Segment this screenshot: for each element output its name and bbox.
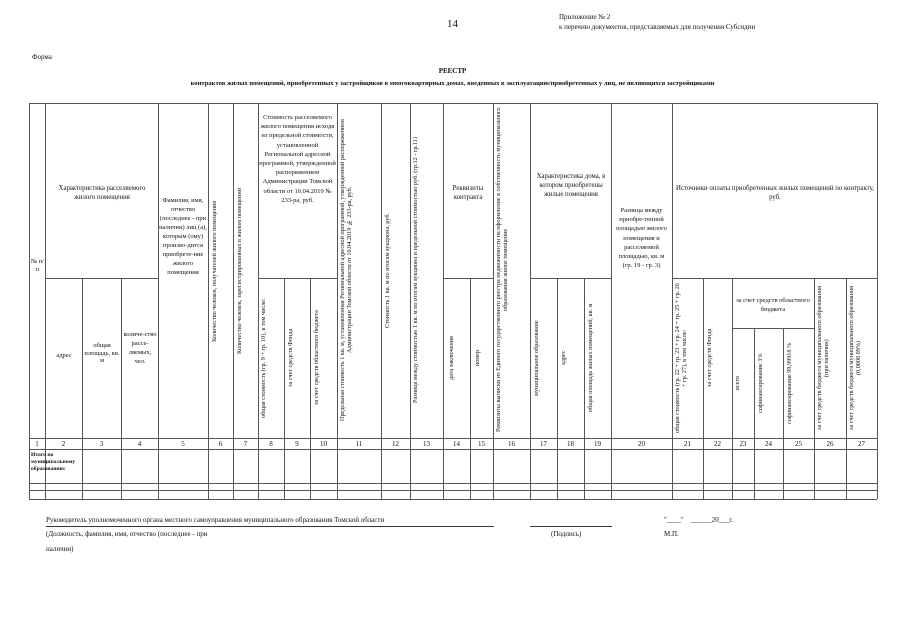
col-number: 5 [181,440,185,448]
total-area-header: общая площадь, кв. м [84,342,120,364]
col-number: 7 [243,440,248,448]
people-registered-header: Количество человек, зарегистрированных в жилом помещении [236,188,243,354]
col-number: 2 [61,440,66,448]
col-number: 18 [567,440,574,448]
sources-total-header: общая стоимость (гр. 22 + гр. 23 + гр. 24 + гр. 25 + гр. 26 + гр. 27), в том числе: [674,283,688,433]
col-number: 4 [137,440,142,448]
col-number: 22 [714,440,721,448]
total-cost-header: общая стоимость (гр. 9 + гр. 10), в том числе: [260,298,267,418]
house-area-header: общая площадь жилых помещений, кв. м [587,303,594,413]
appendix-title: Приложение № 2 [559,13,611,21]
col-num-header: № п/п [30,258,45,273]
col-number: 16 [508,440,515,448]
col-number: 9 [295,440,299,448]
col-number: 6 [218,440,223,448]
cofinancing-99-header: софинансирование 99,99918 % [786,342,793,424]
col-number: 12 [392,440,399,448]
group-characteristics-header: Характеристика расселяемого жилого помещения [58,185,146,201]
contract-number-header: номер [474,349,481,367]
col-number: 10 [320,440,327,448]
residents-count-header: количе-ство рассе-ляемых, чел. [123,331,157,365]
col-number: 21 [684,440,691,448]
col-number: 17 [540,440,547,448]
municipal-budget-header: за счет средств бюджета муниципального образования (при наличии) [816,286,830,430]
col-number: 24 [765,440,772,448]
col-number: 25 [795,440,802,448]
registry-subtitle: контрактов жилых помещений, приобретенных у застройщиков в многоквартирных домах, введенных в эксплуатацию/приобретенных у лиц, не являющихся застройщиками [190,80,715,87]
group-cost-header: Стоимость расселяемого жилого помещения исходя из предельной стоимости, установленной Региональной адресной программой, утвержденной распоряжением Администрации Томской области от 10.04.2019 № 233-ра, руб. [259,114,336,204]
house-address-header: адрес [560,350,567,366]
position-note-1: (Должность, фамилия, имя, отчество (последнее - при [46,530,208,538]
col-number: 14 [453,440,460,448]
col-number: 3 [99,440,104,448]
group-contract-header: Реквизиты контракта [452,185,484,201]
col-number: 23 [739,440,747,448]
col-number: 1 [35,440,39,448]
signature-underline [530,526,612,527]
stamp-label: М.П. [664,530,679,538]
contract-date-header: дата заключения [448,336,455,380]
position-note-2: наличии) [46,545,74,553]
regional-total-header: всего [734,376,741,390]
signature-label: (Подпись) [551,530,582,538]
fio-header: Фамилия, имя, отчество (последнее - при наличии) лиц (а), которым (ому) произво-дится приобрете-ние жилого помещения [159,197,207,276]
appendix-subtitle: к перечню документов, представляемых для получения Субсидии [559,23,756,31]
municipality-header: муниципальное образование [533,320,540,396]
address-header: адрес [56,352,72,359]
max-cost-per-sqm-header: Предельная стоимость 1 кв. м, установленная Региональной адресной программой, утвержденной распоряжением Администрации Томской области от 10.04.2019 № 233-ра, руб. [339,119,353,421]
head-underline [46,526,494,527]
sources-fund-header: за счет средств Фонда [706,328,713,388]
fund-share-header: за счет средств Фонда [287,328,294,388]
cofinancing-3-header: софинансирование 3% [757,353,764,413]
group-regional-header: за счет средств областного бюджета [736,297,810,313]
col-number: 26 [826,440,834,448]
egrn-details-header: Реквизиты выписки из Единого государственного реестра недвижимости на оформление в собственность муниципального образования жилое помещение [495,107,509,433]
col-number: 20 [638,440,645,448]
people-receiving-header: Количество человек, получателей жилого помещения [211,200,218,342]
regional-budget-share-header: за счет средств областного бюджета [313,310,320,406]
head-text: Руководитель уполномоченного органа местного самоуправления муниципального образования Томской области [46,516,385,524]
registry-title: РЕЕСТР [438,67,467,75]
group-sources-header: Источники оплаты приобретенных жилых помещений по контракту, руб. [676,185,874,201]
auction-cost-per-sqm-header: Стоимость 1 кв. м по итогам аукциона, руб. [384,212,391,328]
col-number: 11 [355,440,363,448]
col-number: 8 [269,440,273,448]
col-number: 15 [478,440,485,448]
total-row-label: Итого по муниципальному образованию: [31,452,76,472]
area-difference-header: Разница между приобре-тенной площадью жилого помещения и расселяемой площадью, кв. м (гр. 19 - гр. 3) [616,207,667,270]
municipal-budget-0008-header: за счет средств бюджета муниципального образования (0,0008 09%) [848,286,862,430]
form-label: Форма [32,53,52,61]
col-number: 13 [423,440,430,448]
difference-cost-header: Разница между стоимостью 1 кв. м по итогам аукциона и предельной стоимостью руб. (гр.12 - гр.11) [412,136,419,404]
date-template: "____" ______20___г. [664,516,734,524]
group-house-header: Характеристика дома, в котором приобретены жилые помещения [536,173,606,198]
col-number: 27 [858,440,865,448]
col-number: 19 [594,440,601,448]
page-number: 14 [447,18,458,30]
